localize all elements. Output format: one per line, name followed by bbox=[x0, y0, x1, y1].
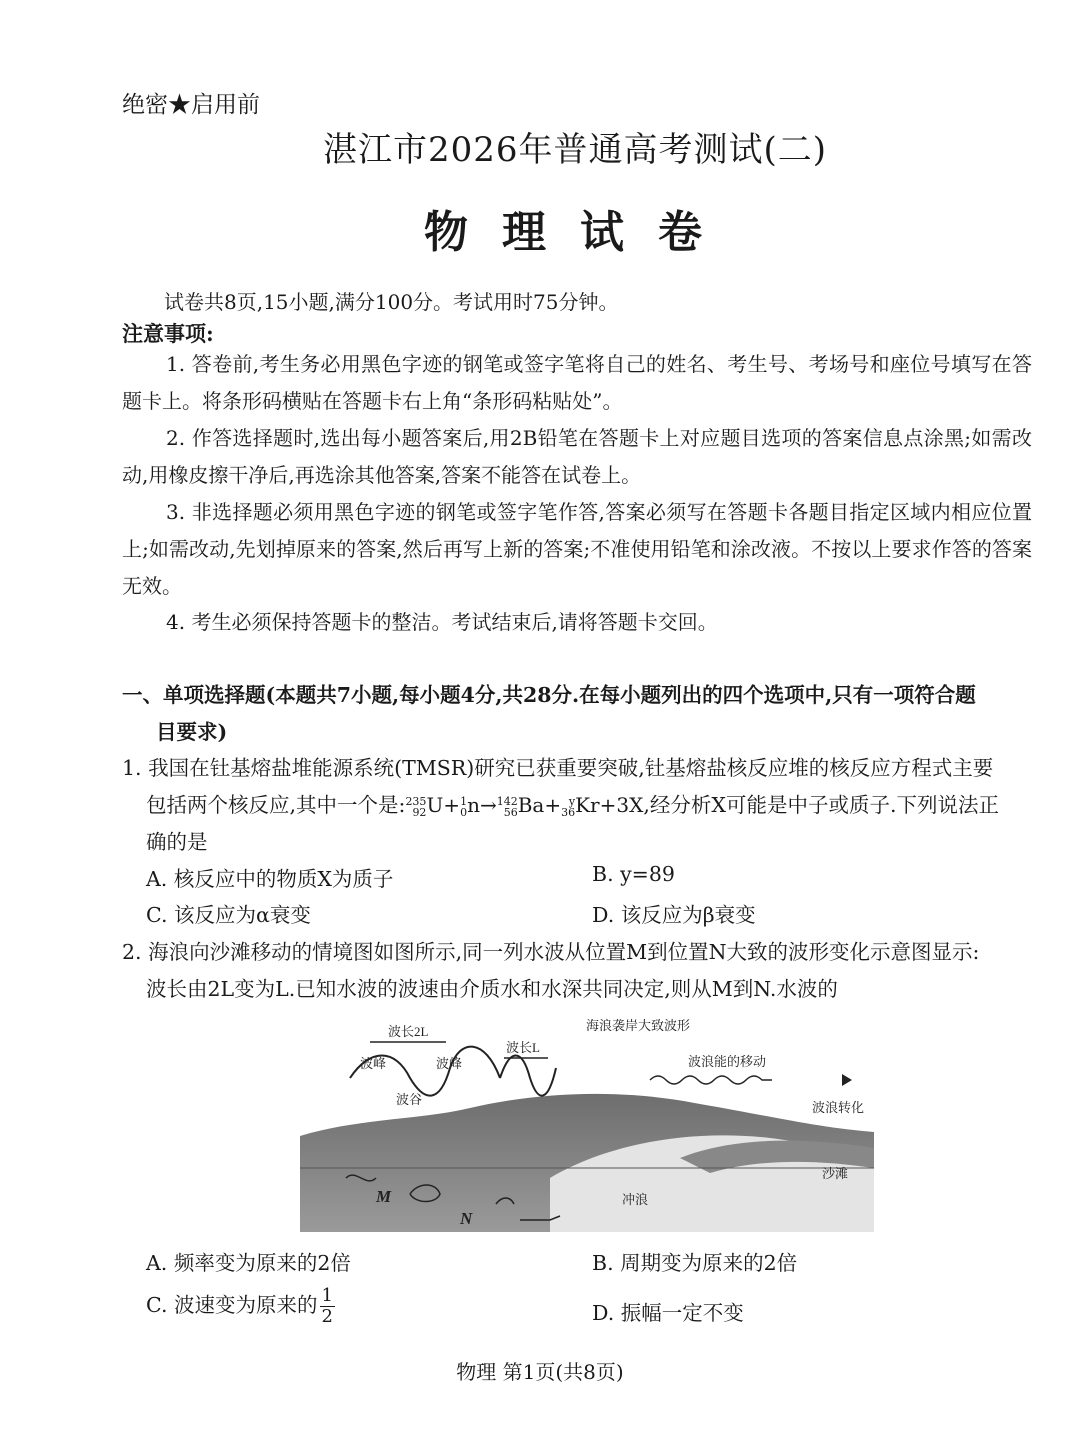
u-z: 92 bbox=[412, 805, 427, 819]
nuclear-equation bbox=[405, 793, 643, 817]
n-symbol: n bbox=[467, 793, 480, 817]
label-trough: 波谷 bbox=[396, 1092, 423, 1107]
label-surf: 冲浪 bbox=[622, 1192, 649, 1207]
notice-item-2: 2. 作答选择题时,选出每小题答案后,用2B铅笔在答题卡上对应题目选项的答案信息点涂黑;如需改动,用橡皮擦干净后,再选涂其他答案,答案不能答在试卷上。 bbox=[122, 426, 1032, 487]
ba-symbol: Ba bbox=[517, 793, 545, 817]
q1-line3: 确的是 bbox=[146, 830, 208, 854]
eq-tail: +3X bbox=[599, 793, 644, 817]
kr-mass: y bbox=[568, 794, 576, 808]
kr-symbol: Kr bbox=[575, 793, 600, 817]
subject-title: 物理试卷 bbox=[424, 207, 736, 258]
ba-mass: 142 bbox=[496, 794, 518, 808]
label-wavelength-l: 波长L bbox=[506, 1040, 540, 1055]
label-sandbar: 沙滩 bbox=[822, 1166, 849, 1181]
notice-item-1: 1. 答卷前,考生务必用黑色字迹的钢笔或签字笔将自己的姓名、考生号、考场号和座位号填写在答题卡上。将条形码横贴在答题卡右上角“条形码粘贴处”。 bbox=[122, 352, 1032, 413]
question-2 bbox=[122, 934, 1034, 1008]
q1-option-a: A. 核反应中的物质X为质子 bbox=[146, 867, 394, 891]
section-heading-line2: 目要求) bbox=[156, 720, 228, 744]
fraction-denominator: 2 bbox=[321, 1306, 333, 1327]
long-wave-profile bbox=[350, 1047, 500, 1096]
page-footer: 物理 第1页(共8页) bbox=[456, 1360, 624, 1384]
n-z: 0 bbox=[460, 805, 468, 819]
energy-arrow bbox=[650, 1076, 772, 1084]
label-crest-2: 波峰 bbox=[436, 1056, 463, 1071]
confidential-label: 绝密★启用前 bbox=[122, 92, 260, 118]
notice-item-4: 4. 考生必须保持答题卡的整洁。考试结束后,请将答题卡交回。 bbox=[166, 610, 718, 634]
u-symbol: U bbox=[426, 793, 444, 817]
kr-z: 36 bbox=[561, 805, 576, 819]
fraction-numerator: 1 bbox=[321, 1285, 333, 1306]
q2-option-a: A. 频率变为原来的2倍 bbox=[146, 1251, 351, 1275]
wave-figure bbox=[300, 1008, 874, 1232]
question-1 bbox=[122, 750, 1034, 861]
label-transform: 波浪转化 bbox=[812, 1100, 865, 1115]
q2-line2: 波长由2L变为L.已知水波的波速由介质水和水深共同决定,则从M到N.水波的 bbox=[146, 977, 838, 1001]
exam-info: 试卷共8页,15小题,满分100分。考试用时75分钟。 bbox=[164, 290, 619, 314]
q1-line2 bbox=[122, 787, 1034, 824]
n-mass: 1 bbox=[460, 794, 468, 808]
fraction-one-half bbox=[320, 1286, 335, 1327]
q1-option-b: B. y=89 bbox=[592, 862, 675, 886]
q2-line1: 2. 海浪向沙滩移动的情境图如图所示,同一列水波从位置M到位置N大致的波形变化示意图显示: bbox=[122, 940, 980, 964]
arrow: → bbox=[479, 793, 497, 817]
energy-arrowhead bbox=[842, 1074, 852, 1086]
notice-heading: 注意事项: bbox=[122, 321, 214, 346]
wave-diagram bbox=[300, 1008, 874, 1232]
section-heading bbox=[122, 677, 1034, 751]
notice-item-3: 3. 非选择题必须用黑色字迹的钢笔或签字笔作答,答案必须写在答题卡各题目指定区域内相应位置上;如需改动,先划掉原来的答案,然后再写上新的答案;不准使用铅笔和涂改液。不按以上要求作答的答案无效。 bbox=[122, 500, 1032, 598]
label-n: N bbox=[460, 1209, 473, 1228]
label-m: M bbox=[376, 1187, 392, 1206]
ba-z: 56 bbox=[503, 805, 518, 819]
exam-title: 湛江市2026年普通高考测试(二) bbox=[322, 130, 828, 170]
q1-line2-pre: 包括两个核反应,其中一个是: bbox=[146, 793, 406, 817]
q2-option-b: B. 周期变为原来的2倍 bbox=[592, 1251, 798, 1275]
section-heading-line1: 一、单项选择题(本题共7小题,每小题4分,共28分.在每小题列出的四个选项中,只有一项符合题 bbox=[122, 683, 976, 707]
q1-line2-post: ,经分析X可能是中子或质子.下列说法正 bbox=[643, 793, 999, 817]
label-crest-1: 波峰 bbox=[360, 1056, 387, 1071]
q2-option-d: D. 振幅一定不变 bbox=[592, 1301, 744, 1325]
q1-line1: 1. 我国在钍基熔盐堆能源系统(TMSR)研究已获重要突破,钍基熔盐核反应堆的核反应方程式主要 bbox=[122, 756, 994, 780]
q1-option-d: D. 该反应为β衰变 bbox=[592, 903, 756, 927]
u-mass: 235 bbox=[405, 794, 427, 808]
q2-option-c bbox=[146, 1286, 335, 1327]
plus-2: + bbox=[544, 793, 562, 817]
figure-caption: 海浪袭岸大致波形 bbox=[586, 1018, 691, 1033]
plus-1: + bbox=[443, 793, 461, 817]
label-energy: 波浪能的移动 bbox=[688, 1054, 767, 1069]
short-wave-profile bbox=[500, 1056, 556, 1096]
q1-option-c: C. 该反应为α衰变 bbox=[146, 903, 311, 927]
label-wavelength-2l: 波长2L bbox=[388, 1024, 429, 1039]
q2-option-c-text: C. 波速变为原来的 bbox=[146, 1293, 318, 1317]
